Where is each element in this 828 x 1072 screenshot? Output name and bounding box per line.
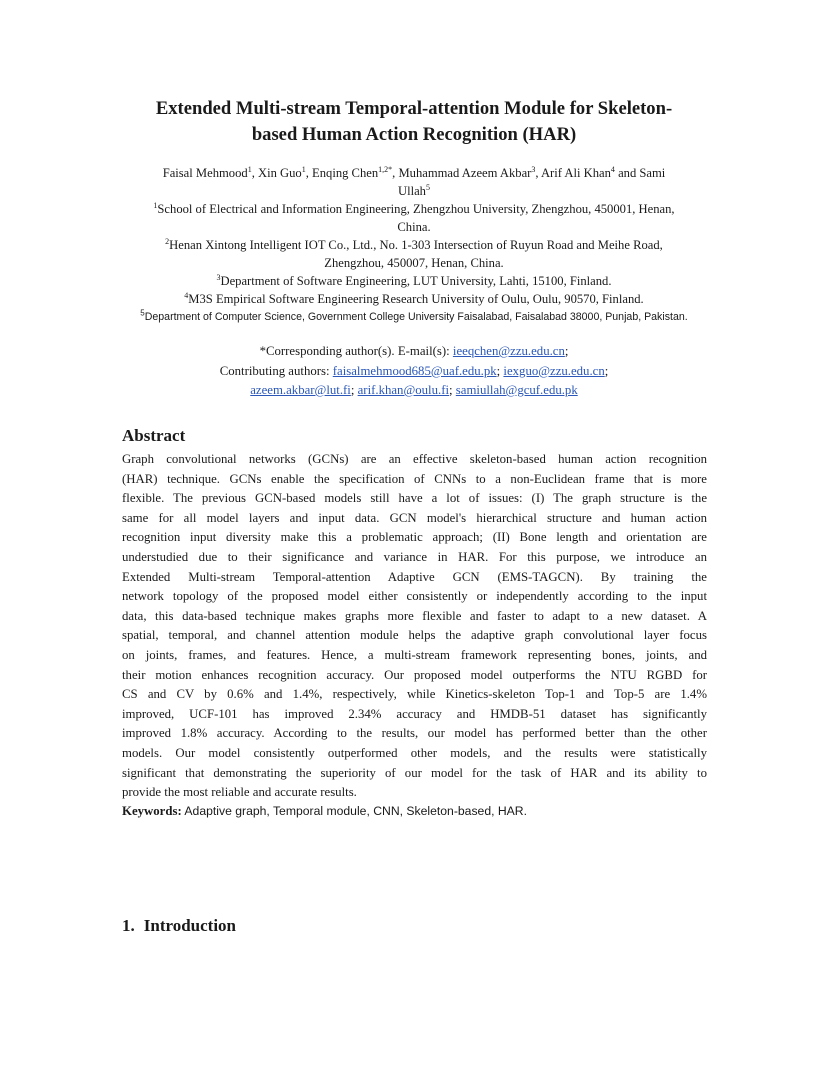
affiliation-sup: 1 <box>153 200 158 210</box>
title-line-2: based Human Action Recognition (HAR) <box>251 124 577 145</box>
title-line-1: Extended Multi-stream Temporal-attention Module for Skeleton- <box>155 98 673 119</box>
affiliation-3 <box>120 272 708 290</box>
author-name: , Xin Guo <box>251 166 302 180</box>
abstract-line: on joints, frames, and features. Hence, a multi-stream framework representing bones, joints, and <box>122 647 707 662</box>
abstract-line: their motion enhances recognition accuracy. Our proposed model outperforms the NTU RGBD for <box>122 667 707 682</box>
abstract-line: data, this data-based technique makes graphs more flexible and faster to adapt to a new dataset. A <box>122 608 707 623</box>
abstract-line: same for all model layers and input data. GCN model's hierarchical structure and human action <box>122 510 707 525</box>
affiliation-5 <box>120 308 708 326</box>
email-link[interactable]: iexguo@zzu.edu.cn <box>503 363 605 378</box>
abstract-line: Graph convolutional networks (GCNs) are an effective skeleton-based human action recognition <box>122 452 707 466</box>
keywords <box>122 804 527 819</box>
affiliation-text: Zhengzhou, 450007, Henan, China. <box>324 256 504 270</box>
corresponding-label: *Corresponding author(s). E-mail(s): <box>259 344 453 358</box>
author-name: Ullah <box>398 184 426 198</box>
affiliation-text: School of Electrical and Information Engineering, Zhengzhou University, Zhengzhou, 450001, Henan, <box>157 202 675 216</box>
affiliation-sup: 4 <box>184 290 189 300</box>
abstract-heading: Abstract <box>122 426 186 445</box>
author-sup: 1 <box>301 164 306 174</box>
affiliation-text: Department of Software Engineering, LUT University, Lahti, 15100, Finland. <box>220 274 612 288</box>
abstract-line: significant that demonstrating the superiority of our model for the task of HAR and its ability to <box>122 765 707 780</box>
section-number: 1. <box>122 916 135 935</box>
author-sup: 1,2* <box>378 164 393 174</box>
affiliation-text: Department of Computer Science, Government College University Faisalabad, Faisalabad 38000, Punjab, Pakistan. <box>144 311 688 323</box>
author-sup: 4 <box>610 164 615 174</box>
abstract-line: network topology of the proposed model either consistently or independently according to the input <box>122 589 707 604</box>
abstract-line: spatial, temporal, and channel attention module helps the adaptive graph convolutional layer focus <box>122 628 707 643</box>
contributing-label: Contributing authors: <box>219 363 333 378</box>
section-title: Introduction <box>143 916 237 935</box>
keywords-text: Adaptive graph, Temporal module, CNN, Skeleton-based, HAR. <box>181 804 527 818</box>
author-sup: 3 <box>531 164 536 174</box>
abstract-line: improved, UCF-101 has improved 2.34% accuracy and HMDB-51 dataset has significantly <box>122 706 707 721</box>
abstract-line: understudied due to their significance and variance in HAR. For this purpose, we introduce an <box>122 549 707 564</box>
author-list <box>128 164 700 200</box>
affiliation-sup: 2 <box>165 236 170 246</box>
abstract-line: flexible. The previous GCN-based models still have a lot of issues: (I) The graph structure is the <box>122 491 707 506</box>
affiliation-2 <box>120 236 708 272</box>
affiliation-sup: 3 <box>216 272 221 282</box>
abstract-line: Extended Multi-stream Temporal-attention Adaptive GCN (EMS-TAGCN). By training the <box>122 569 707 584</box>
author-name: , Muhammad Azeem Akbar <box>392 166 532 180</box>
author-name: Faisal Mehmood <box>162 166 248 180</box>
affiliation-text: China. <box>397 220 431 234</box>
author-name: , Enqing Chen <box>305 166 379 180</box>
email-link[interactable]: samiullah@gcuf.edu.pk <box>455 383 578 397</box>
email-link[interactable]: arif.khan@oulu.fi <box>357 383 450 397</box>
paper-title <box>110 96 718 148</box>
affiliation-text: M3S Empirical Software Engineering Research University of Oulu, Oulu, 90570, Finland. <box>188 292 644 306</box>
abstract-line: recognition input diversity make this a problematic approach; (II) Bone length and orientation are <box>122 530 707 545</box>
abstract-line: models. Our model consistently outperformed other models, and the results were statistically <box>122 745 707 760</box>
section-heading-introduction <box>122 916 236 936</box>
email-link[interactable]: azeem.akbar@lut.fi <box>250 383 351 397</box>
abstract-line: provide the most reliable and accurate results. <box>122 785 357 800</box>
separator: ; <box>564 344 569 358</box>
abstract-line: improved 1.8% accuracy. According to the results, our model has performed better than the other <box>122 726 707 741</box>
author-name: and Sami <box>614 166 666 180</box>
affiliation-sup: 5 <box>140 308 145 318</box>
affiliation-4 <box>120 290 708 308</box>
affiliation-1 <box>120 200 708 236</box>
email-link[interactable]: faisalmehmood685@uaf.edu.pk <box>332 363 497 378</box>
author-sup: 5 <box>425 182 430 192</box>
affiliation-text: Henan Xintong Intelligent IOT Co., Ltd., No. 1-303 Intersection of Ruyun Road and Meihe Road, <box>169 238 663 252</box>
abstract-line: CS and CV by 0.6% and 1.4%, respectively, while Kinetics-skeleton Top-1 and Top-5 are 1.4% <box>122 687 707 702</box>
contact-emails: *Corresponding author(s). E-mail(s): ieeqchen@zzu.edu.cn; Contributing authors: faisalmehmood685@uaf.edu.pk; iexguo@zzu.edu.cn; azeem.akbar@lut.fi; arif.khan@oulu.fi; samiullah@gcuf.edu.pk <box>219 344 609 397</box>
author-name: , Arif Ali Khan <box>535 166 611 180</box>
email-link[interactable]: ieeqchen@zzu.edu.cn <box>452 344 565 358</box>
author-sup: 1 <box>247 164 252 174</box>
abstract-line: (HAR) technique. GCNs enable the specification of CNNs to a non-Euclidean frame that is more <box>122 471 707 486</box>
abstract-body <box>122 450 707 803</box>
keywords-label: Keywords: <box>122 804 182 818</box>
